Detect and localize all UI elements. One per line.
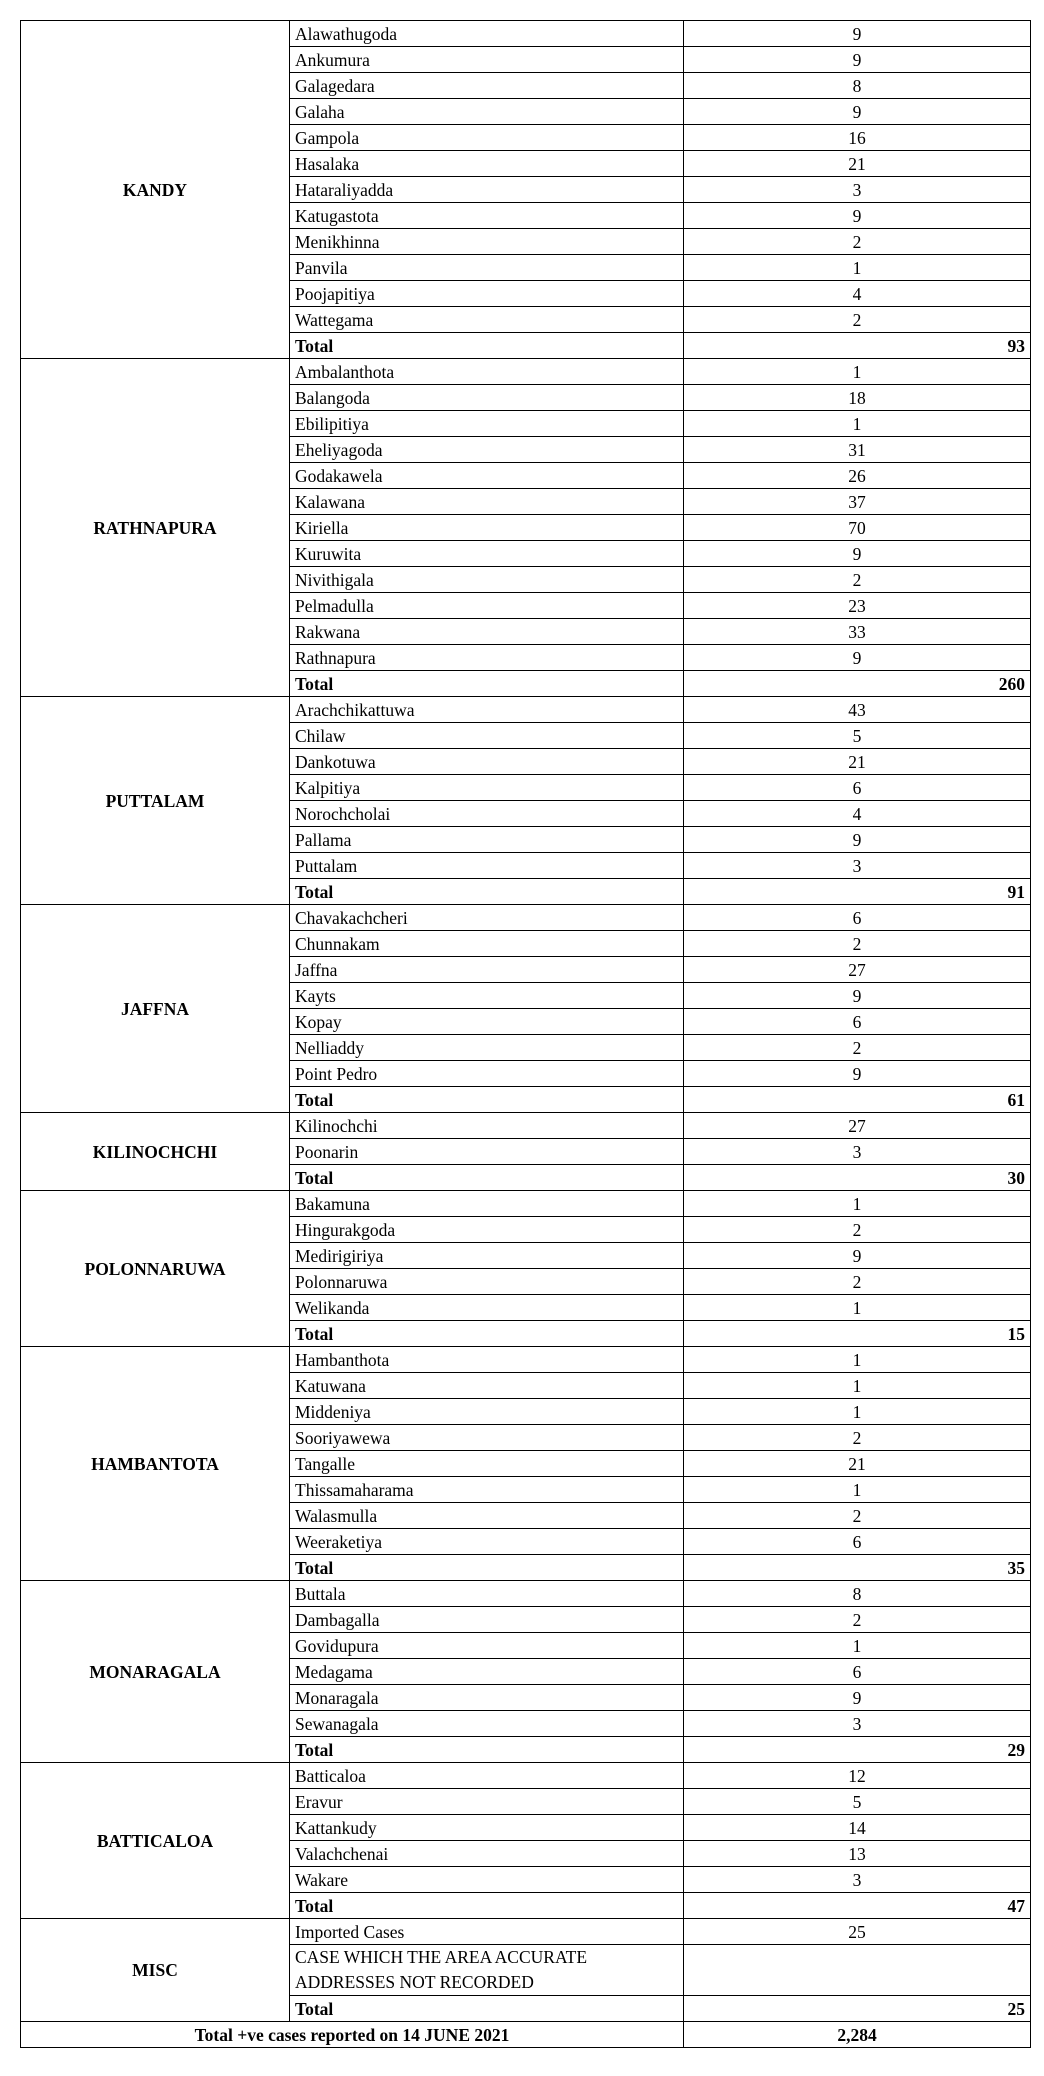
area-name: Wattegama <box>290 307 684 333</box>
case-count: 23 <box>684 593 1031 619</box>
district-total-value: 47 <box>684 1893 1031 1919</box>
district-name: HAMBANTOTA <box>21 1347 290 1581</box>
district-total-value: 93 <box>684 333 1031 359</box>
case-count <box>684 1945 1031 1996</box>
case-count: 8 <box>684 73 1031 99</box>
district-name: JAFFNA <box>21 905 290 1113</box>
district-total-value: 61 <box>684 1087 1031 1113</box>
area-name: Point Pedro <box>290 1061 684 1087</box>
cases-table-container <box>20 20 1031 2048</box>
case-count: 4 <box>684 281 1031 307</box>
grand-total-row <box>21 2022 1031 2048</box>
area-name: Bakamuna <box>290 1191 684 1217</box>
area-name: Ankumura <box>290 47 684 73</box>
case-count: 26 <box>684 463 1031 489</box>
total-label: Total <box>290 1555 684 1581</box>
area-name: Rakwana <box>290 619 684 645</box>
case-count: 21 <box>684 151 1031 177</box>
area-name: Valachchenai <box>290 1841 684 1867</box>
area-name: Dankotuwa <box>290 749 684 775</box>
district-name: KANDY <box>21 21 290 359</box>
area-name: Kopay <box>290 1009 684 1035</box>
area-name: Monaragala <box>290 1685 684 1711</box>
case-count: 37 <box>684 489 1031 515</box>
total-label: Total <box>290 879 684 905</box>
cases-table-body <box>21 21 1031 2048</box>
area-name: Rathnapura <box>290 645 684 671</box>
case-count: 12 <box>684 1763 1031 1789</box>
case-count: 6 <box>684 1009 1031 1035</box>
case-count: 1 <box>684 359 1031 385</box>
case-count: 5 <box>684 1789 1031 1815</box>
table-row <box>21 1347 1031 1373</box>
area-name: Welikanda <box>290 1295 684 1321</box>
total-label: Total <box>290 1893 684 1919</box>
case-count: 2 <box>684 1217 1031 1243</box>
area-name: Poonarin <box>290 1139 684 1165</box>
area-name: Jaffna <box>290 957 684 983</box>
area-name: Kuruwita <box>290 541 684 567</box>
total-label: Total <box>290 1737 684 1763</box>
area-name: Pelmadulla <box>290 593 684 619</box>
area-name: Dambagalla <box>290 1607 684 1633</box>
case-count: 1 <box>684 1477 1031 1503</box>
area-name: Medagama <box>290 1659 684 1685</box>
case-count: 5 <box>684 723 1031 749</box>
total-label: Total <box>290 1321 684 1347</box>
district-name: BATTICALOA <box>21 1763 290 1919</box>
case-count: 1 <box>684 1295 1031 1321</box>
table-row <box>21 905 1031 931</box>
case-count: 6 <box>684 905 1031 931</box>
table-row <box>21 1763 1031 1789</box>
case-count: 8 <box>684 1581 1031 1607</box>
area-name: Hambanthota <box>290 1347 684 1373</box>
area-name: Ambalanthota <box>290 359 684 385</box>
case-count: 9 <box>684 541 1031 567</box>
area-name: Balangoda <box>290 385 684 411</box>
total-label: Total <box>290 1996 684 2022</box>
table-row <box>21 1113 1031 1139</box>
district-total-value: 15 <box>684 1321 1031 1347</box>
case-count: 2 <box>684 931 1031 957</box>
area-name: Chavakachcheri <box>290 905 684 931</box>
case-count: 14 <box>684 1815 1031 1841</box>
area-name: Thissamaharama <box>290 1477 684 1503</box>
area-name: Kayts <box>290 983 684 1009</box>
area-name: Katugastota <box>290 203 684 229</box>
area-name: Kiriella <box>290 515 684 541</box>
area-name: Galagedara <box>290 73 684 99</box>
district-name: RATHNAPURA <box>21 359 290 697</box>
area-name: Ebilipitiya <box>290 411 684 437</box>
district-name: PUTTALAM <box>21 697 290 905</box>
area-name: Polonnaruwa <box>290 1269 684 1295</box>
area-name: CASE WHICH THE AREA ACCURATE ADDRESSES NOT RECORDED <box>290 1945 684 1996</box>
area-name: Imported Cases <box>290 1919 684 1945</box>
area-name: Hataraliyadda <box>290 177 684 203</box>
area-name: Pallama <box>290 827 684 853</box>
grand-total-label: Total +ve cases reported on 14 JUNE 2021 <box>21 2022 684 2048</box>
case-count: 3 <box>684 853 1031 879</box>
area-name: Batticaloa <box>290 1763 684 1789</box>
area-name: Sooriyawewa <box>290 1425 684 1451</box>
area-name: Medirigiriya <box>290 1243 684 1269</box>
area-name: Menikhinna <box>290 229 684 255</box>
case-count: 3 <box>684 1867 1031 1893</box>
case-count: 27 <box>684 1113 1031 1139</box>
district-name: POLONNARUWA <box>21 1191 290 1347</box>
area-name: Hingurakgoda <box>290 1217 684 1243</box>
case-count: 2 <box>684 1607 1031 1633</box>
area-name: Hasalaka <box>290 151 684 177</box>
case-count: 9 <box>684 1061 1031 1087</box>
area-name: Tangalle <box>290 1451 684 1477</box>
case-count: 2 <box>684 229 1031 255</box>
district-name: KILINOCHCHI <box>21 1113 290 1191</box>
case-count: 1 <box>684 1633 1031 1659</box>
table-row <box>21 1581 1031 1607</box>
case-count: 4 <box>684 801 1031 827</box>
case-count: 18 <box>684 385 1031 411</box>
case-count: 1 <box>684 255 1031 281</box>
case-count: 6 <box>684 775 1031 801</box>
case-count: 9 <box>684 99 1031 125</box>
case-count: 9 <box>684 1243 1031 1269</box>
table-row <box>21 697 1031 723</box>
area-name: Govidupura <box>290 1633 684 1659</box>
district-total-value: 260 <box>684 671 1031 697</box>
grand-total-value: 2,284 <box>684 2022 1031 2048</box>
area-name: Kalpitiya <box>290 775 684 801</box>
area-name: Panvila <box>290 255 684 281</box>
case-count: 43 <box>684 697 1031 723</box>
district-total-value: 35 <box>684 1555 1031 1581</box>
area-name: Gampola <box>290 125 684 151</box>
case-count: 27 <box>684 957 1031 983</box>
case-count: 6 <box>684 1529 1031 1555</box>
case-count: 1 <box>684 1191 1031 1217</box>
area-name: Weeraketiya <box>290 1529 684 1555</box>
case-count: 2 <box>684 1425 1031 1451</box>
case-count: 9 <box>684 645 1031 671</box>
area-name: Sewanagala <box>290 1711 684 1737</box>
area-name: Puttalam <box>290 853 684 879</box>
total-label: Total <box>290 333 684 359</box>
case-count: 2 <box>684 1269 1031 1295</box>
case-count: 16 <box>684 125 1031 151</box>
case-count: 1 <box>684 1399 1031 1425</box>
area-name: Galaha <box>290 99 684 125</box>
table-row <box>21 1191 1031 1217</box>
area-name: Chunnakam <box>290 931 684 957</box>
table-row <box>21 21 1031 47</box>
area-name: Alawathugoda <box>290 21 684 47</box>
district-name: MONARAGALA <box>21 1581 290 1763</box>
table-row <box>21 359 1031 385</box>
case-count: 9 <box>684 203 1031 229</box>
case-count: 2 <box>684 307 1031 333</box>
total-label: Total <box>290 671 684 697</box>
table-row <box>21 1919 1031 1945</box>
case-count: 21 <box>684 749 1031 775</box>
area-name: Godakawela <box>290 463 684 489</box>
area-name: Wakare <box>290 1867 684 1893</box>
area-name: Buttala <box>290 1581 684 1607</box>
case-count: 13 <box>684 1841 1031 1867</box>
area-name: Nelliaddy <box>290 1035 684 1061</box>
area-name: Katuwana <box>290 1373 684 1399</box>
case-count: 1 <box>684 1347 1031 1373</box>
case-count: 25 <box>684 1919 1031 1945</box>
case-count: 9 <box>684 983 1031 1009</box>
area-name: Nivithigala <box>290 567 684 593</box>
total-label: Total <box>290 1165 684 1191</box>
district-total-value: 29 <box>684 1737 1031 1763</box>
case-count: 6 <box>684 1659 1031 1685</box>
area-name: Norochcholai <box>290 801 684 827</box>
case-count: 9 <box>684 21 1031 47</box>
case-count: 3 <box>684 177 1031 203</box>
area-name: Chilaw <box>290 723 684 749</box>
district-total-value: 25 <box>684 1996 1031 2022</box>
case-count: 1 <box>684 411 1031 437</box>
area-name: Kilinochchi <box>290 1113 684 1139</box>
area-name: Middeniya <box>290 1399 684 1425</box>
district-total-value: 30 <box>684 1165 1031 1191</box>
case-count: 70 <box>684 515 1031 541</box>
total-label: Total <box>290 1087 684 1113</box>
area-name: Kalawana <box>290 489 684 515</box>
area-name: Walasmulla <box>290 1503 684 1529</box>
area-name: Arachchikattuwa <box>290 697 684 723</box>
cases-table <box>20 20 1031 2048</box>
case-count: 3 <box>684 1139 1031 1165</box>
area-name: Poojapitiya <box>290 281 684 307</box>
case-count: 2 <box>684 1503 1031 1529</box>
case-count: 31 <box>684 437 1031 463</box>
case-count: 21 <box>684 1451 1031 1477</box>
district-total-value: 91 <box>684 879 1031 905</box>
case-count: 33 <box>684 619 1031 645</box>
area-name: Eravur <box>290 1789 684 1815</box>
district-name: MISC <box>21 1919 290 2022</box>
case-count: 9 <box>684 827 1031 853</box>
case-count: 9 <box>684 47 1031 73</box>
case-count: 1 <box>684 1373 1031 1399</box>
area-name: Eheliyagoda <box>290 437 684 463</box>
case-count: 3 <box>684 1711 1031 1737</box>
case-count: 2 <box>684 567 1031 593</box>
case-count: 2 <box>684 1035 1031 1061</box>
case-count: 9 <box>684 1685 1031 1711</box>
area-name: Kattankudy <box>290 1815 684 1841</box>
